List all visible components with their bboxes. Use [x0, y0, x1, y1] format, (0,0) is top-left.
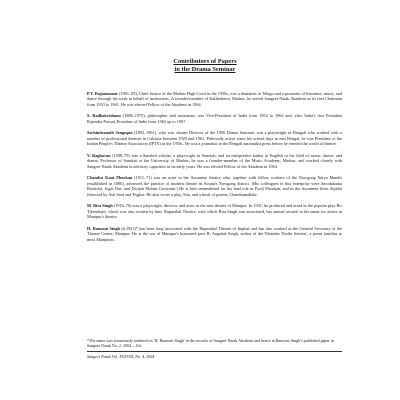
footer-divider	[87, 351, 342, 352]
footnote: *The name was erroneously rendered as 'H. Ranooni Singh' in the records of Sangeet Natak Akademi and hence in Ranooni Singh's published paper in Sangeet Natak No. 2, 2004.—Ed.	[87, 338, 334, 349]
contributor-entry	[87, 203, 342, 219]
contributor-name: S. Radhakrishnan	[87, 113, 121, 119]
contributor-name: Chandra Kant Phookan	[87, 175, 133, 181]
contributor-bio: (1901–83), Chief Justice of the Madras High Court in the 1950s, was a dramatist in Telugu and a promoter of literature, music, and dance through his work in behalf of institutions. A founder-member of Kalakshetra, Madras, he served Sangeet Natak Akademi as its first Chairman from 1953 to 1961. He was elected Fellow of the Akademi in 1964.	[87, 91, 342, 107]
contributor-bio: (1892–1961), who was chosen Director of the 1956 Drama Seminar, was a playwright in Bengali who worked with a number of professional theatres in Calcutta between 1929 and 1961. Politically active since his school days in east Bengal, he was President of the Indian People's Theatre Association (IPTA) in the 1950s. He was a journalist in the Bengali nationalist press before he entered the world of theatre.	[87, 130, 342, 147]
heading-line-1: Contributors of Papers	[173, 58, 237, 65]
contributor-bio: (b.1921)* has been long associated with the Rupmahal Theatre of Imphal and has also worked as the General Secretary of the Theatre Center, Manipur. He is the son of Manipur's honoured poet H. Angohal Singh, author of the 'Khamba Thoibi Seirens', a poem familiar to most Manipuris.	[87, 225, 342, 242]
contributor-bio: (1911–71) was an actor in the Assamese theatre who, together with fellow workers of the Nowgong Natya Mandir (established in 1896), advanced the practice of modern theatre in Assam's Nowgong district. (His colleagues in this enterprise were Sarudakanta Bordoloi, Jugal Dut, and Dwijen Mohan Goswami.) He is best remembered for his lead role in Pyoli Phookan, and in the Assamese films Siplahi (directed by Asit Sen) and Pugkar. He also wrote a play, Sita, and a book of poems, Chandramallika.	[87, 175, 342, 197]
contributor-entry	[87, 175, 342, 197]
contributor-bio: (1916–76) was a playwright, director, and actor in the new theatre of Manipur. In 1931, he produced and acted in the popular play Bir Tikendrajit, which was also written by him. Rupmahal Theatre, with which Bira Singh was associated, has annual awards in his name for artists in Manipur's theatre.	[87, 203, 342, 220]
contributor-bio: (1888–1975), philosopher and statesman, was Vice-President of India from 1952 to 1962 and, after India's first President Rajendra Prasad, President of India from 1962 up to 1967.	[87, 113, 342, 124]
journal-name: Sangeet Natak	[87, 354, 111, 359]
heading-line-2: in the Drama Seminar	[174, 65, 236, 73]
page-footer	[87, 354, 342, 359]
contributor-bio: (1908–79) was a Sanskrit scholar, a playwright in Sanskrit, and an interpretive author in English in the field of music, dance, and drama. Professor of Sanskrit at the University of Madras, he was a founder-member of the Music Academy, Madras, and worked closely with Sangeet Natak Akademi in advisory capacities in its early years. He was elected Fellow of the Akademi in 1964.	[87, 152, 342, 169]
contributor-entry	[87, 113, 342, 124]
contributor-entry	[87, 91, 342, 107]
contributor-entry	[87, 130, 342, 146]
contributor-name: P.V. Rajamannar	[87, 91, 119, 96]
contributor-name: V. Raghavan	[87, 152, 111, 158]
contributor-name: H. Ranooni Singh	[87, 225, 120, 231]
page-heading	[150, 58, 260, 73]
contributor-name: Sachindranath Sengupta	[87, 130, 133, 136]
journal-issue: Vol. XXXVIII, No. 4, 2004	[110, 354, 155, 359]
contributor-name: M. Bira Singh	[87, 203, 113, 209]
contributor-list	[87, 91, 342, 248]
contributor-entry	[87, 226, 342, 242]
contributor-entry	[87, 153, 342, 169]
